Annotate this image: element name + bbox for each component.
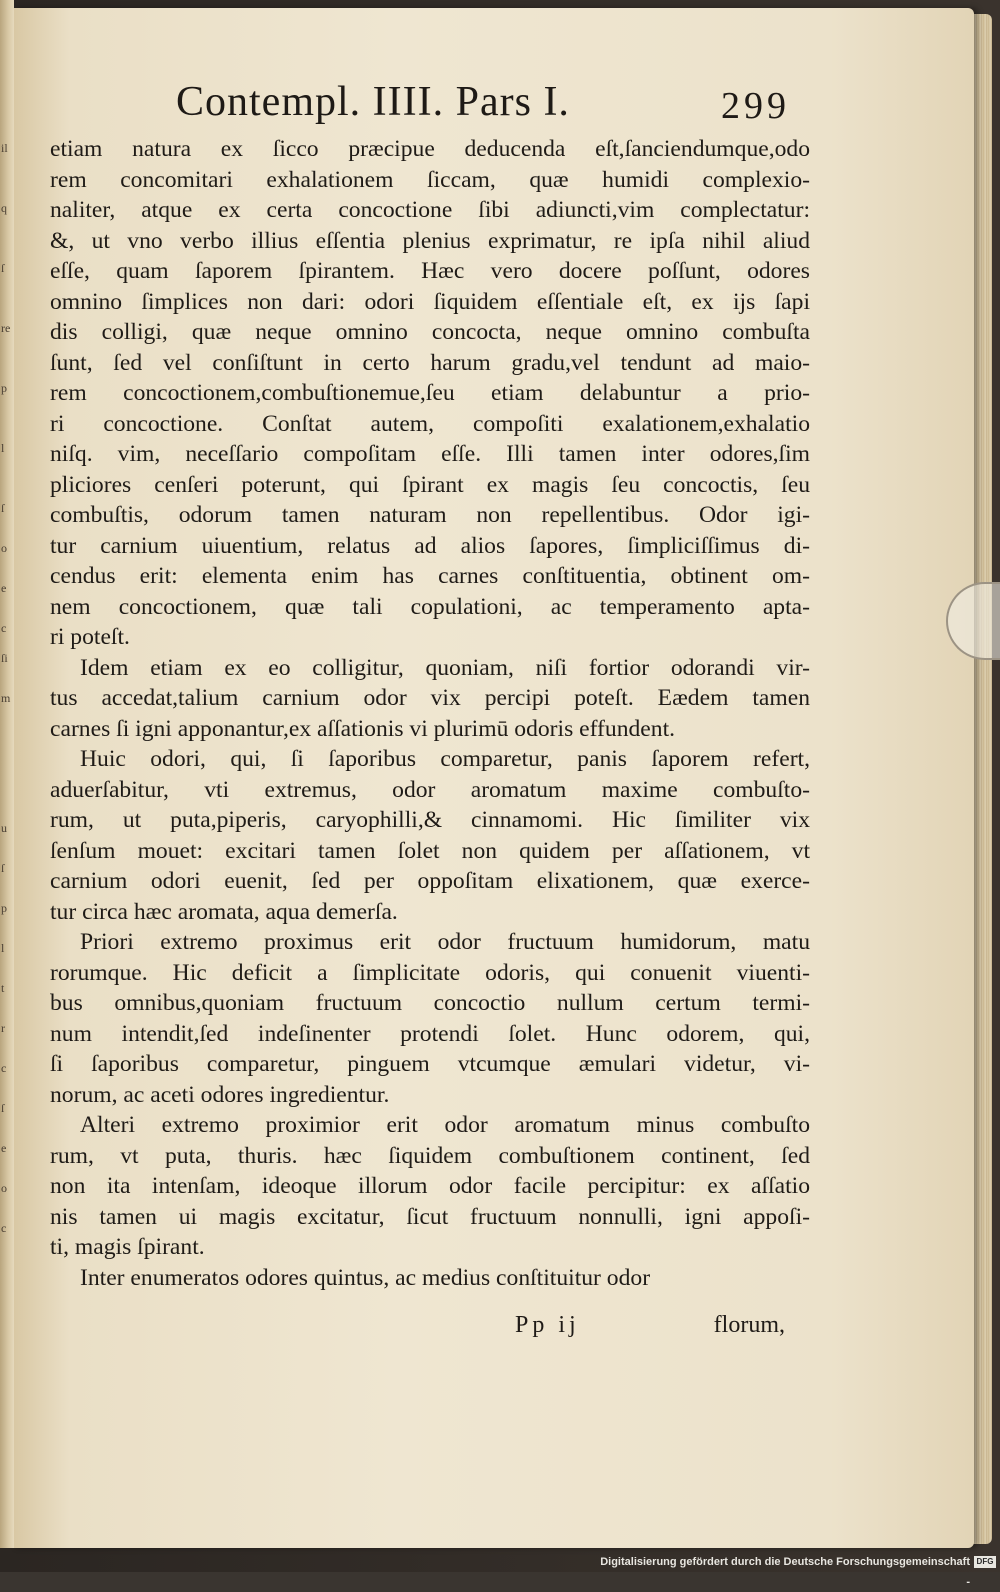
marginal-glyph: m	[1, 691, 11, 705]
text-line: pliciores cenſeri poterunt, qui ſpirant ex magis ſeu concoctis, ſeu	[50, 471, 810, 498]
marginal-glyph: l	[1, 941, 5, 955]
marginal-glyph: c	[1, 621, 7, 635]
marginal-glyph: c	[1, 1061, 7, 1075]
marginal-glyph: t	[1, 981, 5, 995]
text-line: ti, magis ſpirant.	[50, 1234, 205, 1260]
marginal-glyph: o	[1, 1181, 7, 1195]
text-line: naliter, atque ex certa concoctione ſibi adiuncti,vim complectatur:	[50, 197, 810, 223]
text-line: eſſe, quam ſaporem ſpirantem. Hæc vero docere poſſunt, odores	[50, 258, 810, 284]
page-number: 299	[721, 85, 790, 127]
marginal-glyph: u	[1, 821, 7, 835]
text-line: tus accedat,talium carnium odor vix percipi poteſt. Eædem tamen	[50, 685, 810, 711]
page-footer	[515, 1312, 785, 1346]
marginal-glyph: l	[1, 441, 5, 455]
dfg-logo: DFG	[974, 1556, 996, 1568]
text-line: &, ut vno verbo illius eſſentia plenius exprimatur, re ipſa nihil aliud	[50, 227, 810, 254]
text-line: Idem etiam ex eo colligitur, quoniam, niſi fortior odorandi vir-	[80, 654, 810, 681]
marginal-glyph: ſ	[1, 261, 5, 275]
text-line: etiam natura ex ſicco præcipue deducenda eſt,ſanciendumque,odo	[50, 136, 810, 162]
text-line: ſunt, ſed vel conſiſtunt in certo harum gradu,vel tendunt ad maio-	[50, 349, 810, 376]
text-line: combuſtis, odorum tamen naturam non repellentibus. Odor igi-	[50, 502, 810, 528]
text-line: rum, vt puta, thuris. hæc ſiquidem combuſtionem continent, ſed	[50, 1142, 810, 1169]
marginal-glyph: ſ	[1, 501, 5, 515]
text-line: Huic odori, qui, ſi ſaporibus comparetur, panis ſaporem refert,	[80, 746, 810, 772]
text-line: omnino ſimplices non dari: odori ſiquidem eſſentiale eſt, ex ijs ſapi	[50, 288, 810, 315]
text-line: tur circa hæc aromata, aqua demerſa.	[50, 898, 398, 925]
text-line: rorumque. Hic deficit a ſimplicitate odoris, qui conuenit viuenti-	[50, 959, 810, 986]
marginal-glyph: ſi	[1, 651, 8, 665]
text-line: Priori extremo proximus erit odor fructuum humidorum, matu	[80, 929, 810, 955]
marginal-glyph: p	[1, 381, 7, 395]
catchword: florum,	[713, 1312, 785, 1338]
marginal-glyph: p	[1, 901, 7, 915]
marginal-glyph: il	[1, 141, 8, 155]
running-head: Contempl. IIII. Pars I.	[176, 79, 570, 125]
text-line: carnes ſi igni apponantur,ex aſſationis vi plurimū odoris effundent.	[50, 715, 676, 742]
text-line: ri concoctione. Conſtat autem, compoſiti exalationem,exhalatio	[50, 410, 810, 437]
text-line: Alteri extremo proximior erit odor aromatum minus combuſto	[80, 1112, 810, 1138]
marginal-glyph: q	[1, 201, 7, 215]
text-line: tur carnium uiuentium, relatus ad alios ſapores, ſimpliciſſimus di-	[50, 532, 810, 559]
text-line: niſq. vim, neceſſario compoſitam eſſe. Illi tamen inter odores,ſim	[50, 441, 810, 467]
marginal-glyph: o	[1, 541, 7, 555]
text-line: num intendit,ſed indeſinenter protendi ſolet. Hunc odorem, qui,	[50, 1020, 810, 1047]
signature-mark: Pp ij	[515, 1312, 580, 1338]
text-line: nis tamen ui magis excitatur, ſicut fructuum nonnulli, igni appoſi-	[50, 1203, 810, 1230]
page-edges	[972, 14, 992, 1544]
page-header	[176, 78, 796, 128]
marginal-glyph: ſ	[1, 861, 5, 875]
marginal-glyph: re	[1, 321, 11, 335]
text-line: rem concomitari exhalationem ſiccam, quæ humidi complexio-	[50, 166, 810, 193]
marginal-glyph: ſ	[1, 1101, 5, 1115]
marginal-glyph: c	[1, 1221, 7, 1235]
body-text	[50, 134, 810, 1293]
facing-page-marginalia	[0, 0, 14, 1548]
text-line: Inter enumeratos odores quintus, ac medius conſtituitur odor	[80, 1264, 651, 1291]
text-line: ſenſum mouet: excitari tamen ſolet non quidem per aſſationem, vt	[50, 837, 810, 864]
text-line: ſi ſaporibus comparetur, pinguem vtcumque æmulari videtur, vi-	[50, 1051, 810, 1077]
text-line: norum, ac aceti odores ingredientur.	[50, 1081, 390, 1108]
marginal-glyph: e	[1, 581, 7, 595]
text-line: rum, ut puta,piperis, caryophilli,& cinnamomi. Hic ſimiliter vix	[50, 807, 810, 833]
text-line: non ita intenſam, ideoque illorum odor facile percipitur: ex aſſatio	[50, 1173, 810, 1199]
credit-text: Digitalisierung gefördert durch die Deutsche Forschungsgemeinschaft -	[600, 1556, 970, 1588]
text-line: bus omnibus,quoniam fructuum concoctio nullum certum termi-	[50, 990, 810, 1016]
text-line: nem concoctionem, quæ tali copulationi, ac temperamento apta-	[50, 593, 810, 620]
text-line: ri poteſt.	[50, 624, 130, 650]
credit-bar	[600, 1552, 1000, 1588]
text-line: dis colligi, quæ neque omnino concocta, neque omnino combuſta	[50, 319, 810, 345]
marginal-glyph: e	[1, 1141, 7, 1155]
text-line: carnium odori euenit, ſed per oppoſitam elixationem, quæ exerce-	[50, 868, 810, 894]
text-line: aduerſabitur, vti extremus, odor aromatum maxime combuſto-	[50, 776, 810, 803]
text-line: cendus erit: elementa enim has carnes conſtituentia, obtinent om-	[50, 563, 810, 589]
text-line: rem concoctionem,combuſtionemue,ſeu etiam delabuntur a prio-	[50, 380, 810, 406]
marginal-glyph: r	[1, 1021, 5, 1035]
